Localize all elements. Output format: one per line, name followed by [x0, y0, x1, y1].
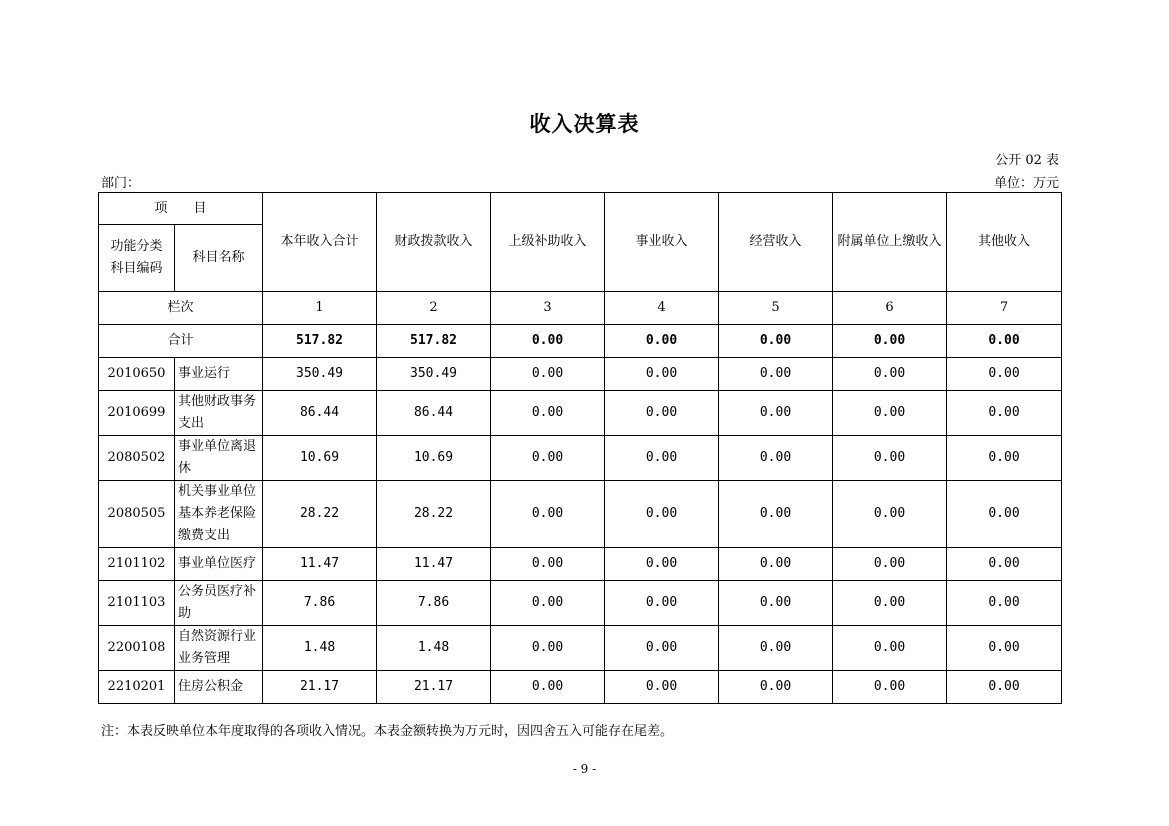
footnote: 注：本表反映单位本年度取得的各项收入情况。本表金额转换为万元时，因四舍五入可能存在尾差。 — [101, 724, 674, 739]
row-value: 0.00 — [491, 671, 605, 704]
row-name: 公务员医疗补助 — [175, 581, 263, 626]
row-code: 2080502 — [99, 436, 175, 481]
column-number: 1 — [263, 292, 377, 325]
row-name: 住房公积金 — [175, 671, 263, 704]
header-row-1 — [99, 193, 1062, 225]
row-value: 10.69 — [377, 436, 491, 481]
row-value: 7.86 — [263, 581, 377, 626]
row-code: 2101102 — [99, 548, 175, 581]
row-value: 0.00 — [719, 581, 833, 626]
row-name: 事业单位医疗 — [175, 548, 263, 581]
row-code: 2080505 — [99, 481, 175, 548]
row-value: 0.00 — [491, 391, 605, 436]
row-value: 86.44 — [263, 391, 377, 436]
table-row — [99, 436, 1062, 481]
row-value: 86.44 — [377, 391, 491, 436]
row-value: 0.00 — [833, 436, 947, 481]
table-row — [99, 358, 1062, 391]
row-value: 28.22 — [263, 481, 377, 548]
total-label: 合计 — [99, 325, 263, 358]
header-col-1: 本年收入合计 — [263, 193, 377, 292]
row-value: 0.00 — [947, 626, 1062, 671]
column-number: 7 — [947, 292, 1062, 325]
column-number-row — [99, 292, 1062, 325]
total-value: 0.00 — [947, 325, 1062, 358]
row-code: 2101103 — [99, 581, 175, 626]
row-value: 350.49 — [263, 358, 377, 391]
table-row — [99, 671, 1062, 704]
row-value: 0.00 — [605, 436, 719, 481]
row-value: 0.00 — [833, 581, 947, 626]
total-value: 0.00 — [833, 325, 947, 358]
row-name: 事业单位离退休 — [175, 436, 263, 481]
column-number: 2 — [377, 292, 491, 325]
row-value: 0.00 — [719, 671, 833, 704]
row-value: 0.00 — [833, 626, 947, 671]
row-value: 0.00 — [605, 481, 719, 548]
header-col-2: 财政拨款收入 — [377, 193, 491, 292]
row-value: 21.17 — [377, 671, 491, 704]
row-value: 0.00 — [491, 358, 605, 391]
row-value: 0.00 — [833, 358, 947, 391]
total-value: 517.82 — [263, 325, 377, 358]
row-value: 1.48 — [263, 626, 377, 671]
row-value: 10.69 — [263, 436, 377, 481]
header-col-4: 事业收入 — [605, 193, 719, 292]
row-value: 0.00 — [491, 481, 605, 548]
row-value: 0.00 — [491, 436, 605, 481]
row-value: 0.00 — [605, 358, 719, 391]
row-code: 2010699 — [99, 391, 175, 436]
row-value: 0.00 — [947, 436, 1062, 481]
row-value: 0.00 — [947, 481, 1062, 548]
table-row — [99, 581, 1062, 626]
header-col-3: 上级补助收入 — [491, 193, 605, 292]
column-number: 5 — [719, 292, 833, 325]
row-value: 0.00 — [605, 626, 719, 671]
row-value: 0.00 — [833, 391, 947, 436]
row-name: 事业运行 — [175, 358, 263, 391]
row-value: 28.22 — [377, 481, 491, 548]
row-value: 0.00 — [491, 626, 605, 671]
column-number: 3 — [491, 292, 605, 325]
header-col-6: 附属单位上缴收入 — [833, 193, 947, 292]
table-row — [99, 626, 1062, 671]
row-value: 0.00 — [491, 581, 605, 626]
total-value: 0.00 — [605, 325, 719, 358]
row-value: 0.00 — [719, 548, 833, 581]
table-row — [99, 548, 1062, 581]
row-name: 自然资源行业业务管理 — [175, 626, 263, 671]
row-value: 1.48 — [377, 626, 491, 671]
total-value: 517.82 — [377, 325, 491, 358]
table-row — [99, 481, 1062, 548]
row-value: 0.00 — [605, 581, 719, 626]
row-value: 0.00 — [719, 626, 833, 671]
row-value: 0.00 — [719, 391, 833, 436]
row-value: 0.00 — [947, 548, 1062, 581]
department-label: 部门： — [101, 176, 141, 191]
header-col-7: 其他收入 — [947, 193, 1062, 292]
row-name: 机关事业单位基本养老保险缴费支出 — [175, 481, 263, 548]
header-func-code: 功能分类科目编码 — [99, 225, 175, 292]
page-title: 收入决算表 — [529, 111, 640, 136]
row-value: 21.17 — [263, 671, 377, 704]
row-value: 0.00 — [947, 358, 1062, 391]
income-table — [98, 192, 1062, 704]
row-value: 0.00 — [833, 671, 947, 704]
row-value: 0.00 — [833, 481, 947, 548]
row-code: 2210201 — [99, 671, 175, 704]
row-value: 7.86 — [377, 581, 491, 626]
row-code: 2200108 — [99, 626, 175, 671]
header-subject-name: 科目名称 — [175, 225, 263, 292]
column-number: 4 — [605, 292, 719, 325]
header-item: 项 目 — [99, 193, 263, 225]
row-value: 11.47 — [377, 548, 491, 581]
row-value: 0.00 — [947, 581, 1062, 626]
header-col-5: 经营收入 — [719, 193, 833, 292]
total-value: 0.00 — [719, 325, 833, 358]
row-name: 其他财政事务支出 — [175, 391, 263, 436]
table-row — [99, 391, 1062, 436]
row-value: 0.00 — [719, 358, 833, 391]
row-value: 0.00 — [605, 391, 719, 436]
row-value: 0.00 — [605, 548, 719, 581]
row-value: 0.00 — [491, 548, 605, 581]
page-number: - 9 - — [572, 762, 597, 776]
row-value: 0.00 — [833, 548, 947, 581]
row-value: 0.00 — [947, 391, 1062, 436]
row-value: 0.00 — [719, 436, 833, 481]
column-number: 6 — [833, 292, 947, 325]
row-value: 0.00 — [719, 481, 833, 548]
form-number: 公开 02 表 — [995, 153, 1059, 168]
row-code: 2010650 — [99, 358, 175, 391]
column-number-label: 栏次 — [99, 292, 263, 325]
row-value: 350.49 — [377, 358, 491, 391]
row-value: 0.00 — [947, 671, 1062, 704]
row-value: 11.47 — [263, 548, 377, 581]
unit-label: 单位：万元 — [993, 176, 1059, 191]
row-value: 0.00 — [605, 671, 719, 704]
total-value: 0.00 — [491, 325, 605, 358]
total-row — [99, 325, 1062, 358]
